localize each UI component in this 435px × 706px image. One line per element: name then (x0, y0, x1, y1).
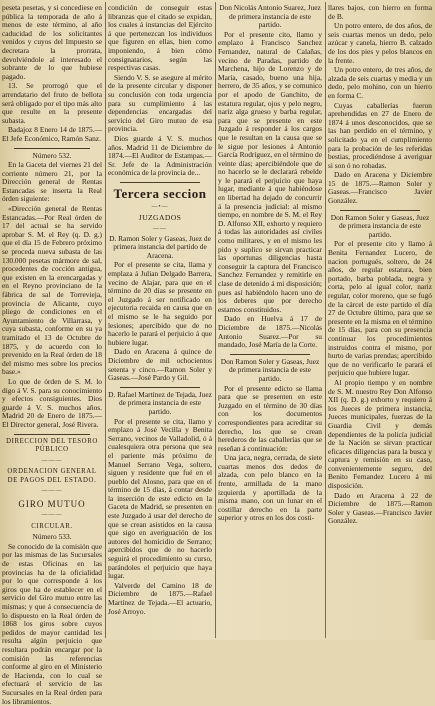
paragraph: Una jaca, negra, cerrada, de siete cuartas menos dos dedos de alzada, con pelo blanco en la frente, armillada de la mano izquierda y aportillada de la misma mano, con un lunar en el costillar derecho en la parte superior y otros en los dos costi- (218, 453, 322, 523)
ornament-rule: ——— (41, 488, 63, 495)
signature: Dado en Aracena á quince de Diciembre de mil ochocientos setenta y cinco.—Ramon Soler y Gaseas.—José Pardo y Gil. (108, 347, 212, 383)
paragraph: peseta pesetas, y si concediese en pública la temporada de año á menos de este término, al año caducidad de los solicitantes venidos y cuyos del Impuesto se decretara la prorrata, devolviéndole al interesado el sobrante de lo que hubiese pagado. (2, 3, 102, 81)
heading-ordenacion-pagos: ORDENACION GENERAL DE PAGOS DEL ESTADO. (7, 468, 97, 484)
column-1 (2, 3, 102, 706)
edict-heading: Don Ramon Soler y Gaseas, Juez de primera instancia de este partido. (330, 212, 430, 239)
paragraph: Al propio tiempo y en nombre de S. M. nuestro Rey Don Alfonso XII (q. D. g.) exhorto y requiero á los Jueces de primera instancia, Jueces municipales, fuerzas de la Guardia Civil y demás dependientes de la policía judicial de la Nación se sirvan practicar eficaces diligencias para la busca y captura y remisión en su caso, convenientemente seguro, del Benito Fernandez Lucero á mi disposición. (328, 377, 432, 491)
paragraph: Se conocido de la comisión que por las mismas de las Sucursales de estas Oficinas en las provincias ha de la oficialidad por lo que corresponde á los giros que ha de establecer en el servicio del Giro mutuo entre las mismas; y que á consecuencia de lo dispuesto en la Real órden de 1868 los giros sobre cuyos pedidos de mayor cantidad les resulta algún perjuicio que resultara podrán encargar por la comisión las referencias conforme al giro en el Ministerio de Hacienda, con lo cual se efectuará el servicio de las Sucursales en la Real órden para los libramientos. (2, 541, 102, 706)
column-rule (215, 2, 216, 638)
edict-heading: Don Ramon Soler y Gaseas, Juez de primera instancia de este partido. (220, 356, 320, 383)
edict-heading: Don Nicolás Antonio Suarez, Juez de primera instancia de este partido. (219, 3, 321, 30)
paragraph: Por el presente cito y llamo á Benita Fernandez Lucero, de nacion portugués, soltero, de 24 años, de regular estatura, bien portado, barba poblada, negra y corta, pelo al igual color, nariz regular, color moreno, que se fugó de la cárcel de este partido el día 27 de Octubre último, para que se presente en la misma en el término de 15 días, para con su presencia continuar los procedimientos instruidos contra el mismo, por hurto de varias prendas; apercibido que de no verificarlo le parará el perjuicio que hubiere lugar. (328, 239, 432, 378)
edict-heading: D. Ramon Soler y Gaseas, Juez de primera instancia del partido de Aracena. (109, 233, 211, 260)
signature: Dado en Aracena y Diciembre 15 de 1875.—Ramon Soler y Gaseas.—Francisco Javier González. (328, 170, 432, 206)
notice-number: Número 533. (32, 532, 72, 542)
column-rule (325, 2, 326, 638)
section-divider (14, 148, 90, 149)
paragraph: Un potro entero, de dos años, de seis cuartas menos un dedo, pelo azúcar y canela, hierro B. calzado de los dos pies y pelos blancos en la frente. (328, 21, 432, 65)
column-2 (108, 4, 212, 636)
paragraph: Dios guarde á V. S. muchos años. Madrid 11 de Diciembre de 1874.—El Auditor de Estampas.—Sr. Jefe de la Administración económica de la provincia de... (108, 133, 212, 178)
ornament-rule: —•— (151, 203, 169, 210)
section-divider (340, 210, 420, 211)
heading-juzgados: JUZGADOS (138, 213, 182, 223)
paragraph: En la Gaceta del viernes 21 del corriente número 21, por la Dirección general de Rentas Estancadas se inserta la Real órden siguiente: (2, 160, 102, 204)
paragraph: Un potro entero, de tres años, de alzada de seis cuartas y media y un dedo, pelo mohino, con un hierro en forma C. (328, 65, 432, 100)
paragraph: Por el presente se cita, llamo y emplazo á José Vecilla y Benita Serrano, vecinos de Valladolid, ó á cualesquiera otra persona que sea el pariente más próximo de Manuel Serrano Vega, soltero, siguen y residente que fué en el pueblo del Alosno, para que en el término de 15 días, á contar desde la inserción de este edicto en la Gaceta de Madrid, se presenten en este Juzgado á usar del derecho de que se crean asistidos en la causa que sigo en averiguación de los autores del homicidio de Serrano; apercibidos que de no hacerlo seguirá el procedimiento su curso, parándoles el perjuicio que haya lugar. (108, 416, 212, 581)
signature: Badajoz 8 Enero 14 de 1875.—El Jefe Económico, Ramón Sanz. (2, 125, 102, 143)
signature: Valverde del Camino 18 de Diciembre de 1875.—Rafael Martínez de Tejada.—El actuario, José Arroyo. (108, 580, 212, 616)
heading-tercera-seccion: Tercera seccion (113, 185, 207, 201)
section-divider (120, 182, 200, 183)
column-4 (328, 4, 432, 636)
column-3 (218, 4, 322, 636)
paragraph: Por el presente se cita, llama y emplaza á Julian Delgado Barrera, vecino de Alajar, para que en el término de 20 días se presente en el Juzgado á ser notificado en ejecutoria recaida en causa que en el mismo se le ha seguido por lesiones; apercibido que de no hacerlo le parará el perjuicio á que hubiere lugar. (108, 260, 212, 347)
ornament-rule: —— (153, 226, 167, 233)
heading-direccion-tesoro: DIRECCION DEL TESORO PÚBLICO (6, 437, 98, 454)
paragraph: Siendo V. S. se asegure al mérito de la presente circular y disponer su conclusión con toda urgencia para su cumplimiento á las dependencias encargadas del servicio del Giro mutuo de esa provincia. (108, 72, 212, 134)
paragraph: 13. Se prorrogó que el arrendatario del fruto de bellota será obligado por el tipo más alto que resulte en la presente subasta. (2, 81, 102, 125)
paragraph: Lo que de órden de S. M. lo digo á V. S. para su conocimiento y efectos consiguientes. Dios guarde á V. S. muchos años. Madrid 20 de Enero de 1875.—El Director general, José Rivera. (2, 376, 102, 429)
heading-circular: CIRCULAR. (31, 522, 73, 530)
section-divider (230, 354, 310, 355)
edict-heading: D. Rafael Martínez de Tejada, Juez de primera instancia de este partido. (108, 389, 212, 416)
paragraph: Por el presente edicto se llama para que se presenten en este Juzgado en el término de 30 días con los documentos correspondientes para acreditar su derecho, los que se crean herederos de las caballerías que se reseñan á continuación: (218, 383, 322, 453)
paragraph: Por el presente cito, llamo y emplazo á Francisco Sanchez Fernandez, natural de Calañas, vecino de Paradas, partido de Marchena, hijo de Lorenzo y de María, casado, bueno una hija, herrero, de 35 años, y se comunico por el apodo de Ganchito, de estatura regular, ojos y pelo negro, nariz alga grueso y barba regular, para que se presente en este Juzgado á responder á los cargos que le resultan en la causa que se le sigue por lesiones á Antonio García Rodríguez, en el término de veinte días; apercibiéndole que de no hacerlo se le declarará rebelde y le parará el perjuicio que haya lugar, mediante á que habiéndose en libertad ha dejado de concurrir á la presencia judicial: al mismo tiempo, en nombre de S. M. el Rey D. Alfonso XII, exhorto y requiero á todas las autoridades así civiles como militares, y en el mismo les pido y suplico se sirvan practicar las oportunas diligencias hasta conseguir la captura del Francisco Sanchez Fernandez y remitirle en clase de detenido á mi disposición; pues así habiéndolo hacen uno de los deberes que por derecho estamos constituidos. (218, 29, 322, 314)
paragraph: Cuyas caballerías fueron aprehendidas en 27 de Enero de 1874 á unos desconocidos, que se las han perdido en el término, y solicitado ya en el cumplimiento para la probación de les referidas bestias, procediéndose á averiguar si son ó no robadas. (328, 100, 432, 170)
column-rule (105, 2, 106, 638)
signature: Dado en Aracena á 22 de Diciembre de 1875.—Ramon Soler y Gaseas.—Francisco Javier González. (328, 490, 432, 526)
section-divider (14, 434, 90, 435)
ornament-rule: ——— (41, 512, 63, 519)
section-divider (120, 387, 200, 388)
heading-giro-mutuo: GIRO MUTUO (18, 499, 86, 510)
paragraph: llares bajos, con hierro en forma de B. (328, 3, 432, 21)
paragraph: «Dirección general de Rentas Estancadas.—Por Real órden de 17 del actual se ha servido aprobar S. M. el Rey (q. D. g.) que el día 15 de Febrero próximo se proceda nueva subasta de las 130.000 pesetas mármore de sal, procedentes de cocción antigua, que existen en la erencargadas y en el Reyno provinciano de la fábrica de sal de Torrevieja, provincia de Alicante, cuyo pliego de condiciones en el Ayuntamiento de Villarrasa, y cuya subasta, conforme en su ya tramitado el 13 de Octubre de 1875, y de acuerdo con lo prevenido en la Real órden de 18 del mismo mes sobre los precios base.» (2, 204, 102, 377)
paragraph: condición de conseguir estas libranzas que el citado se expidan, los cuales á instancias del Ejército á que pertenezcan los individuos que figuren en ellas, bien como imponiendo, á bien cómo consignatarios, según las respectivas casas. (108, 3, 212, 73)
ornament-rule: ——— (41, 457, 63, 464)
notice-number: Número 532. (32, 150, 72, 160)
signature: Dado en Huelva á 17 de Diciembre de 1875.—Nicolás Antonio Suarez.—Por su mandado, José María de la Corte. (218, 314, 322, 350)
